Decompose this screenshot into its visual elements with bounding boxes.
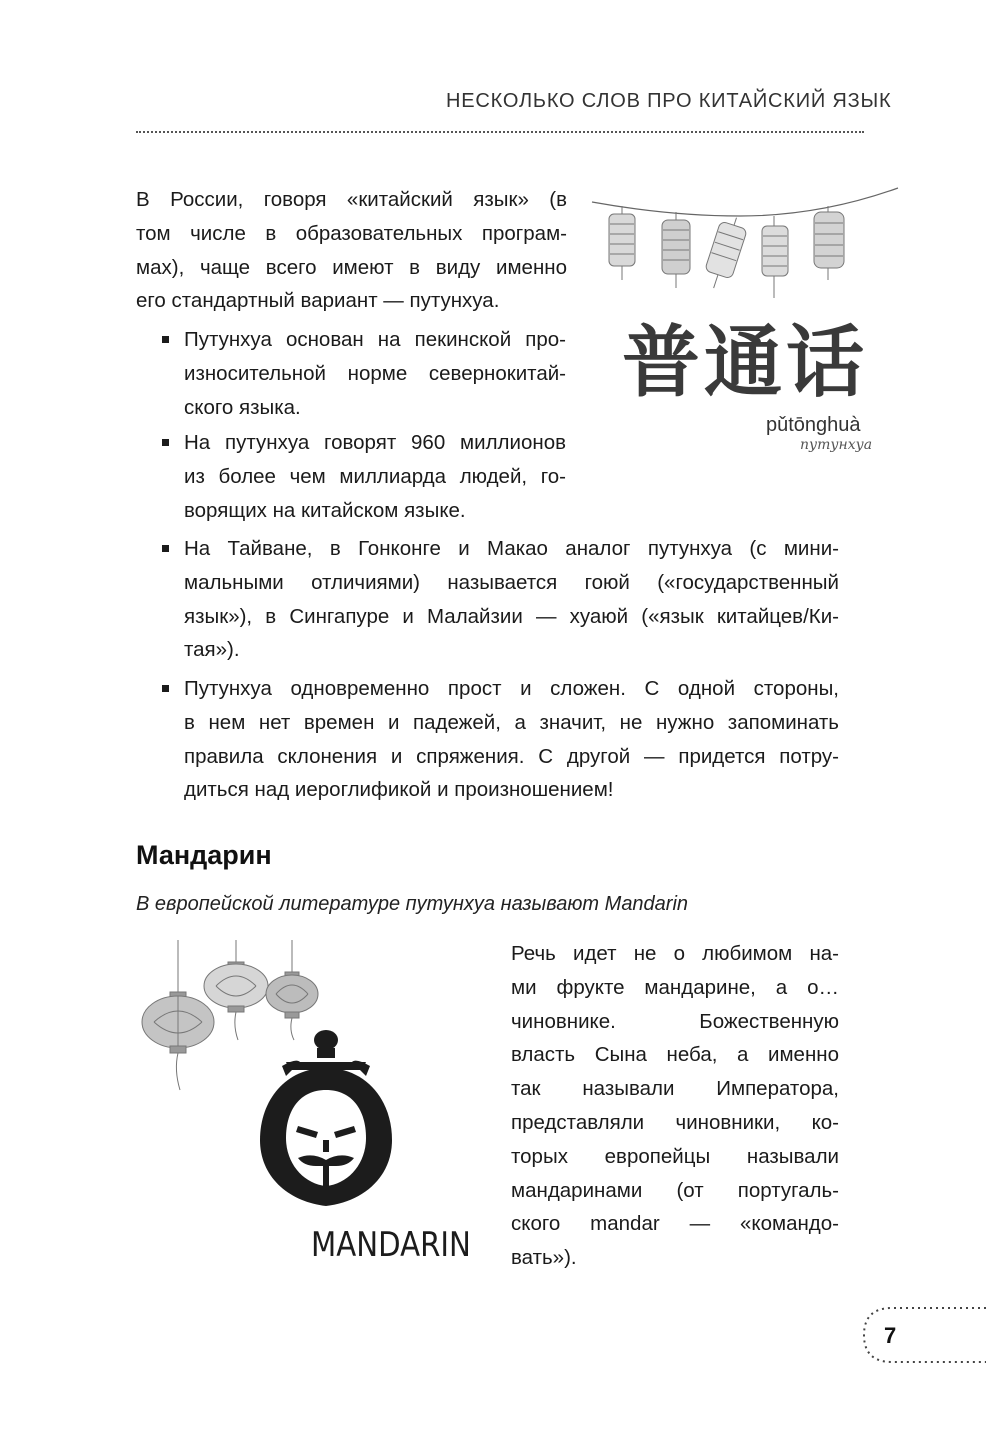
bullet-line: из более чем миллиарда людей, го- [184, 464, 566, 488]
header-divider [136, 131, 864, 133]
intro-line: мах), чаще всего имеют в виду именно [136, 255, 567, 279]
bullet-marker-icon [162, 685, 169, 692]
intro-line: его стандартный вариант — путунхуа. [136, 289, 500, 313]
mandarin-line: чиновнике. Божественную [511, 1009, 839, 1033]
mandarin-line: Речь идет не о любимом на- [511, 942, 839, 965]
mandarin-line: так называли Императора, [511, 1077, 839, 1101]
bullet-line: ворящих на китайском языке. [184, 498, 466, 522]
bullet-line: На путунхуа говорят 960 миллионов [184, 431, 566, 454]
bullet-marker-icon [162, 439, 169, 446]
running-title: НЕСКОЛЬКО СЛОВ ПРО КИТАЙСКИЙ ЯЗЫК [446, 90, 892, 112]
putonghua-hanzi: 普通话 [622, 317, 869, 408]
bullet-line: износительной норме севернокитай- [184, 361, 566, 385]
bullet-line: язык»), в Сингапуре и Малайзии — хуаюй («язык китайцев/Ки- [184, 604, 839, 628]
bullet-line: правила склонения и спряжения. С другой — придется потру- [184, 744, 839, 768]
section-title: Мандарин [136, 840, 272, 870]
bullet-item [184, 426, 566, 527]
bullet-line: в нем нет времен и падежей, а значит, не нужно запоминать [184, 710, 839, 734]
mandarin-line: торых европейцы называли [511, 1144, 839, 1168]
bullet-item [184, 323, 566, 424]
page-number-frame [862, 1306, 986, 1364]
mandarin-line: представляли чиновники, ко- [511, 1110, 839, 1134]
mandarin-official-icon [136, 940, 486, 1220]
intro-paragraph [136, 183, 567, 318]
mandarin-line: ского mandar — «командо- [511, 1212, 839, 1236]
bullet-item [184, 672, 839, 807]
section-subtitle: В европейской литературе путунхуа называют Mandarin [136, 893, 689, 915]
bullet-line: Путунхуа одновременно прост и сложен. С одной стороны, [184, 677, 839, 700]
intro-line: В России, говоря «китайский язык» (в [136, 188, 567, 211]
bullet-marker-icon [162, 545, 169, 552]
bullet-line: ского языка. [184, 395, 301, 419]
bullet-line: тая»). [184, 638, 240, 662]
paper-lanterns-garland-icon [590, 180, 900, 305]
bullet-line: На Тайване, в Гонконге и Макао аналог путунхуа (с мини- [184, 537, 839, 560]
putonghua-pinyin: pǔtōnghuà [766, 414, 861, 436]
page-number: 7 [884, 1323, 897, 1348]
mandarin-line: власть Сына неба, а именно [511, 1043, 839, 1067]
mandarin-line: мандаринами (от португаль- [511, 1178, 839, 1202]
mandarin-line: вать»). [511, 1246, 577, 1270]
bullet-item [184, 532, 839, 667]
bullet-line: мальными отличиями) называется гоюй («государственный [184, 570, 839, 594]
bullet-line: Путунхуа основан на пекинской про- [184, 328, 566, 351]
mandarin-line: ми фрукте мандарине, а о… [511, 975, 839, 999]
mandarin-label: MANDARIN [311, 1225, 471, 1265]
bullet-line: диться над иероглификой и произношением! [184, 778, 614, 802]
mandarin-paragraph [511, 937, 839, 1275]
intro-line: том числе в образовательных програм- [136, 221, 567, 245]
bullet-marker-icon [162, 336, 169, 343]
putonghua-russian-caption: путунхуа [800, 437, 873, 453]
